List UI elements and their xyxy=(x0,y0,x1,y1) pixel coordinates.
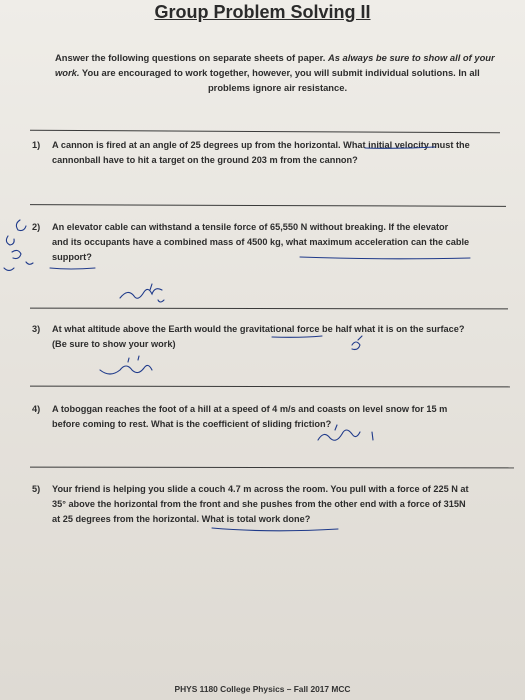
question-line: cannonball have to hit a target on the ground 203 m from the cannon? xyxy=(52,155,358,165)
separator-rule xyxy=(30,130,500,133)
question-text xyxy=(52,220,469,265)
question-number: 5) xyxy=(32,484,41,494)
separator-rule xyxy=(30,386,510,388)
handwritten-note xyxy=(100,365,152,374)
question-number: 4) xyxy=(32,404,41,414)
handwritten-note xyxy=(128,356,139,362)
margin-scribble xyxy=(16,220,26,231)
question-text xyxy=(52,402,447,432)
question-line: A toboggan reaches the foot of a hill at a speed of 4 m/s and coasts on level snow for 15 m xyxy=(52,404,448,414)
question-line: Your friend is helping you slide a couch 4.7 m across the room. You pull with a force of 225 N at xyxy=(52,484,469,494)
instructions-emphasis: As always be sure to show all of your xyxy=(327,52,495,63)
margin-scribble xyxy=(12,250,21,258)
handwritten-note xyxy=(120,289,162,299)
question-line: 35° above the horizontal from the front and she pushes from the other end with a force of 315N xyxy=(52,499,466,509)
question-line: An elevator cable can withstand a tensile force of 65,550 N without breaking. If the elevator xyxy=(52,222,449,232)
instructions-text-2: You are encouraged to work together, however, you will submit individual solutions. In all xyxy=(79,67,480,78)
separator-rule xyxy=(30,308,508,310)
question-text xyxy=(52,322,464,352)
page-footer: PHYS 1180 College Physics – Fall 2017 MCC xyxy=(174,684,351,694)
question-line: support? xyxy=(52,252,92,262)
question-text xyxy=(52,482,469,527)
margin-scribble xyxy=(26,262,33,264)
instructions-line-3: problems ignore air resistance. xyxy=(207,82,348,93)
question-number: 2) xyxy=(32,222,41,232)
question-line: A cannon is fired at an angle of 25 degrees up from the horizontal. What initial velocity must the xyxy=(52,140,470,150)
question-line: before coming to rest. What is the coefficient of sliding friction? xyxy=(52,419,332,429)
page-title: Group Problem Solving II xyxy=(154,2,371,22)
underline-support xyxy=(50,268,95,269)
question-line: and its occupants have a combined mass of 4500 kg, what maximum acceleration can the cable xyxy=(52,237,470,247)
separator-rule xyxy=(30,204,506,207)
underline-total-work xyxy=(212,528,338,531)
margin-scribble xyxy=(4,268,14,271)
instructions-line-1 xyxy=(55,50,500,65)
separator-rule xyxy=(30,467,514,469)
instructions xyxy=(55,50,500,95)
question-number: 3) xyxy=(32,324,41,334)
question-text xyxy=(52,138,470,168)
question-line: at 25 degrees from the horizontal. What is total work done? xyxy=(52,514,311,524)
instructions-text: Answer the following questions on separate sheets of paper. xyxy=(55,52,328,63)
question-line: (Be sure to show your work) xyxy=(52,339,176,349)
question-number: 1) xyxy=(32,140,41,150)
handwritten-note xyxy=(150,284,164,302)
instructions-line-2 xyxy=(55,65,500,80)
question-line: At what altitude above the Earth would the gravitational force be half what it is on the surface? xyxy=(52,324,465,334)
instructions-emphasis-work: work. xyxy=(55,67,80,78)
margin-scribble xyxy=(6,236,14,245)
